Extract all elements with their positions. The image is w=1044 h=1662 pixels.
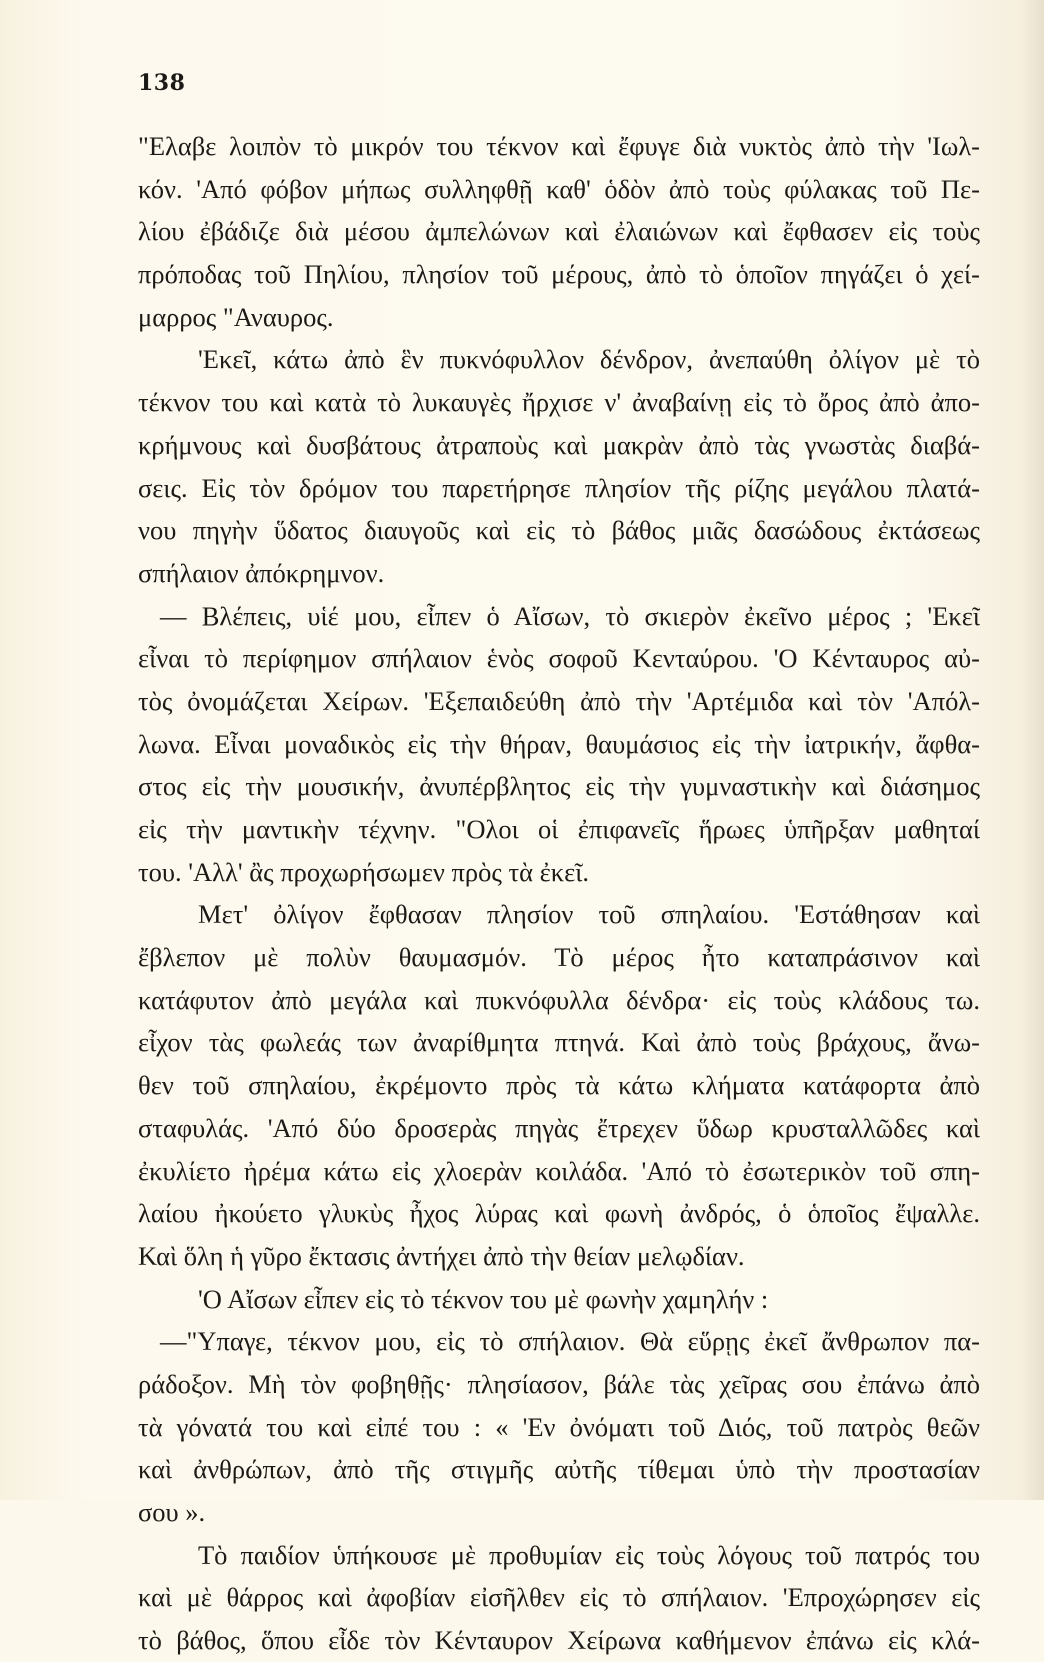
text-line: Τὸ παιδίον ὑπήκουσε μὲ προθυμίαν εἰς τοὺς λόγους τοῦ πατρός του	[198, 1539, 980, 1570]
body-text	[138, 125, 980, 1662]
page-number: 138	[138, 70, 186, 96]
page-edge-shadow	[1022, 0, 1044, 1500]
text-line: ἔβλεπον μὲ πολὺν θαυμασμόν. Τὸ μέρος ἦτο καταπράσινον καὶ	[138, 942, 980, 973]
text-line: ἐκυλίετο ἠρέμα κάτω εἰς χλοερὰν κοιλάδα. 'Από τὸ ἐσωτερικὸν τοῦ σπη-	[138, 1155, 980, 1186]
text-line: λίου ἐβάδιζε διὰ μέσου ἀμπελώνων καὶ ἐλαιώνων καὶ ἔφθασεν εἰς τοὺς	[138, 216, 980, 247]
text-line: σπήλαιον ἀπόκρημνον.	[138, 557, 385, 588]
text-line: καὶ μὲ θάρρος καὶ ἀφοβίαν εἰσῆλθεν εἰς τὸ σπήλαιον. 'Επροχώρησεν εἰς	[138, 1582, 980, 1613]
text-line: εἶναι τὸ περίφημον σπήλαιον ἑνὸς σοφοῦ Κενταύρου. 'Ο Κένταυρος αὐ-	[138, 643, 980, 674]
text-line: στος εἰς τὴν μουσικήν, ἀνυπέρβλητος εἰς τὴν γυμναστικὴν καὶ διάσημος	[138, 771, 980, 802]
text-line: λωνα. Εἶναι μοναδικὸς εἰς τὴν θήραν, θαυμάσιος εἰς τὴν ἰατρικήν, ἄφθα-	[138, 728, 980, 759]
text-line: κατάφυτον ἀπὸ μεγάλα καὶ πυκνόφυλλα δένδρα· εἰς τοὺς κλάδους τω.	[138, 984, 980, 1015]
text-line: ράδοξον. Μὴ τὸν φοβηθῇς· πλησίασον, βάλε τὰς χεῖρας σου ἐπάνω ἀπὸ	[138, 1368, 980, 1399]
text-line: τὸς ὀνομάζεται Χείρων. 'Εξεπαιδεύθη ἀπὸ τὴν 'Αρτέμιδα καὶ τὸν 'Απόλ-	[138, 685, 980, 716]
text-line: Μετ' ὀλίγον ἔφθασαν πλησίον τοῦ σπηλαίου. 'Εστάθησαν καὶ	[198, 899, 980, 930]
text-line: σταφυλάς. 'Από δύο δροσερὰς πηγὰς ἔτρεχεν ὕδωρ κρυσταλλῶδες καὶ	[138, 1112, 980, 1143]
text-line: μαρρος "Αναυρος.	[138, 301, 334, 332]
text-line: θεν τοῦ σπηλαίου, ἐκρέμοντο πρὸς τὰ κάτω κλήματα κατάφορτα ἀπὸ	[138, 1070, 980, 1101]
text-line: νου πηγὴν ὕδατος διαυγοῦς καὶ εἰς τὸ βάθος μιᾶς δασώδους ἐκτάσεως	[138, 515, 980, 546]
text-line: λαίου ἠκούετο γλυκὺς ἦχος λύρας καὶ φωνὴ ἀνδρός, ὁ ὁποῖος ἔψαλλε.	[138, 1198, 980, 1229]
text-line: Καὶ ὅλη ἡ γῦρο ἔκτασις ἀντήχει ἀπὸ τὴν θείαν μελῳδίαν.	[138, 1240, 745, 1271]
text-line: 'Ο Αἴσων εἶπεν εἰς τὸ τέκνον του μὲ φωνὴν χαμηλήν :	[198, 1283, 769, 1314]
text-line: — Βλέπεις, υἱέ μου, εἶπεν ὁ Αἴσων, τὸ σκιερὸν ἐκεῖνο μέρος ; 'Εκεῖ	[160, 600, 980, 631]
text-line: τέκνον του καὶ κατὰ τὸ λυκαυγὲς ἤρχισε ν' ἀναβαίνῃ εἰς τὸ ὄρος ἀπὸ ἀπο-	[138, 387, 980, 418]
text-line: 'Εκεῖ, κάτω ἀπὸ ἓν πυκνόφυλλον δένδρον, ἀνεπαύθη ὀλίγον μὲ τὸ	[198, 344, 980, 375]
text-line: πρόποδας τοῦ Πηλίου, πλησίον τοῦ μέρους, ἀπὸ τὸ ὁποῖον πηγάζει ὁ χεί-	[138, 259, 980, 290]
text-line: τὰ γόνατά του καὶ εἰπέ του : « 'Εν ὀνόματι τοῦ Διός, τοῦ πατρὸς θεῶν	[138, 1411, 980, 1442]
text-line: τὸ βάθος, ὅπου εἶδε τὸν Κένταυρον Χείρωνα καθήμενον ἐπάνω εἰς κλά-	[138, 1625, 980, 1656]
text-line: εἶχον τὰς φωλεάς των ἀναρίθμητα πτηνά. Καὶ ἀπὸ τοὺς βράχους, ἄνω-	[138, 1027, 980, 1058]
text-line: —"Υπαγε, τέκνον μου, εἰς τὸ σπήλαιον. Θὰ εὕρῃς ἐκεῖ ἄνθρωπον πα-	[160, 1326, 980, 1357]
text-line: καὶ ἀνθρώπων, ἀπὸ τῆς στιγμῆς αὐτῆς τίθεμαι ὑπὸ τὴν προστασίαν	[138, 1454, 980, 1485]
text-line: κρήμνους καὶ δυσβάτους ἀτραποὺς καὶ μακρὰν ἀπὸ τὰς γνωστὰς διαβά-	[138, 429, 980, 460]
text-line: σου ».	[138, 1497, 206, 1527]
text-line: "Ελαβε λοιπὸν τὸ μικρόν του τέκνον καὶ ἔφυγε διὰ νυκτὸς ἀπὸ τὴν 'Ιωλ-	[138, 131, 980, 161]
text-line: εἰς τὴν μαντικὴν τέχνην. "Ολοι οἱ ἐπιφανεῖς ἥρωες ὑπῆρξαν μαθηταί	[138, 814, 980, 844]
text-line: σεις. Εἰς τὸν δρόμον του παρετήρησε πλησίον τῆς ρίζης μεγάλου πλατά-	[138, 472, 980, 503]
text-line: του. 'Αλλ' ἂς προχωρήσωμεν πρὸς τὰ ἐκεῖ.	[138, 856, 590, 887]
text-line: κόν. 'Από φόβον μήπως συλληφθῇ καθ' ὁδὸν ἀπὸ τοὺς φύλακας τοῦ Πε-	[138, 173, 980, 204]
